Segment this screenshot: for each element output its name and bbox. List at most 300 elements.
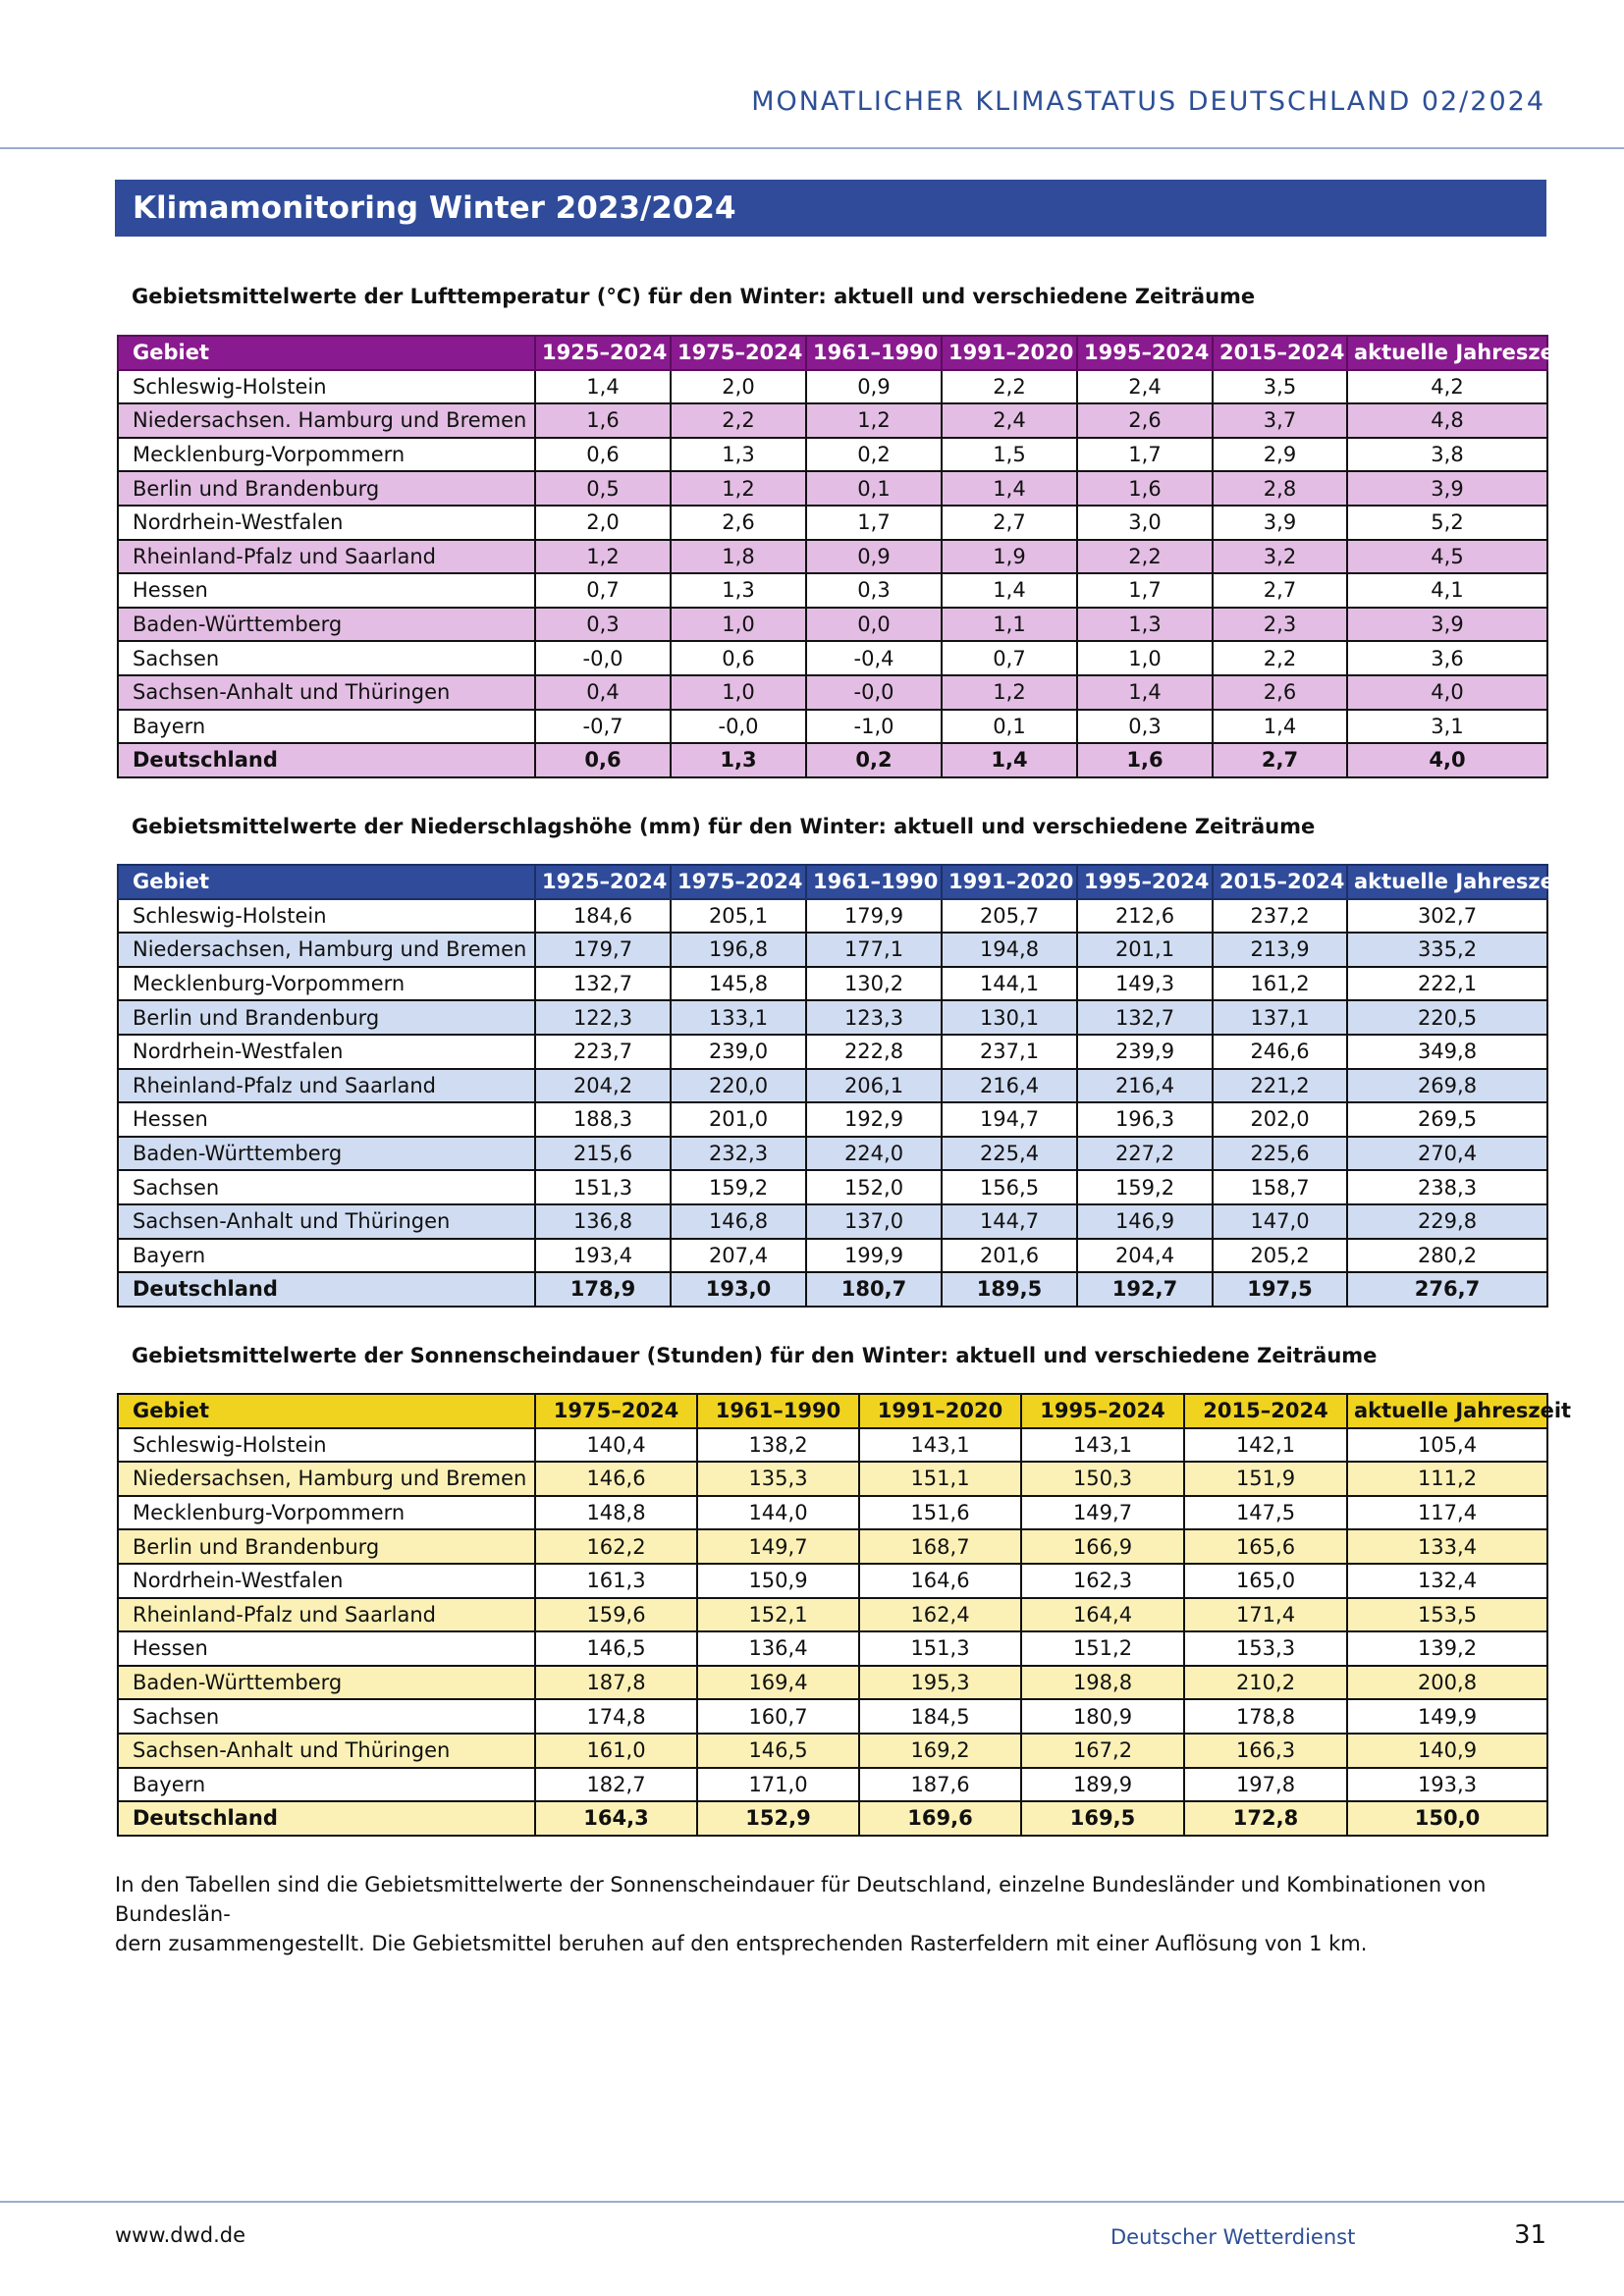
value-cell: 205,7 [942,899,1077,934]
column-header: 1975–2024 [671,336,806,370]
value-cell: 4,5 [1347,540,1547,574]
value-cell: 3,8 [1347,438,1547,472]
table-row [118,1102,1547,1137]
value-cell: 1,6 [535,403,671,438]
value-cell: 201,1 [1077,933,1213,967]
value-cell: 133,1 [671,1000,806,1035]
value-cell: 151,9 [1184,1462,1347,1496]
value-cell: 153,5 [1347,1598,1547,1632]
value-cell: 197,8 [1184,1768,1347,1802]
value-cell: 193,4 [535,1239,671,1273]
value-cell: 202,0 [1213,1102,1347,1137]
value-cell: 1,2 [806,403,942,438]
column-header: 1991–2020 [942,336,1077,370]
value-cell: 2,0 [671,370,806,404]
table-row [118,1035,1547,1069]
region-cell: Rheinland-Pfalz und Saarland [118,540,535,574]
value-cell: 169,5 [1021,1801,1184,1836]
table-row [118,438,1547,472]
value-cell: 0,6 [535,743,671,777]
value-cell: 152,9 [697,1801,859,1836]
value-cell: 143,1 [1021,1428,1184,1463]
value-cell: 148,8 [535,1496,697,1530]
value-cell: 146,5 [697,1734,859,1768]
value-cell: 151,1 [859,1462,1021,1496]
table-row [118,1069,1547,1103]
value-cell: 222,1 [1347,967,1547,1001]
value-cell: 130,2 [806,967,942,1001]
table-row [118,370,1547,404]
table-row [118,1699,1547,1734]
column-header: aktuelle Jahreszeit [1347,1394,1547,1428]
column-header: 1925–2024 [535,336,671,370]
column-header: aktuelle Jahreszeit [1347,336,1547,370]
table-row [118,1529,1547,1564]
table-row [118,573,1547,608]
value-cell: 150,3 [1021,1462,1184,1496]
value-cell: 205,2 [1213,1239,1347,1273]
region-cell: Deutschland [118,1801,535,1836]
value-cell: 229,8 [1347,1204,1547,1239]
value-cell: 199,9 [806,1239,942,1273]
table-row [118,1768,1547,1802]
region-cell: Schleswig-Holstein [118,1428,535,1463]
value-cell: -0,7 [535,710,671,744]
value-cell: 0,3 [1077,710,1213,744]
value-cell: 144,1 [942,967,1077,1001]
value-cell: 164,4 [1021,1598,1184,1632]
region-cell: Rheinland-Pfalz und Saarland [118,1598,535,1632]
value-cell: 132,4 [1347,1564,1547,1598]
value-cell: 1,6 [1077,743,1213,777]
value-cell: 147,5 [1184,1496,1347,1530]
table-row [118,471,1547,506]
table-row [118,899,1547,934]
value-cell: 216,4 [942,1069,1077,1103]
region-cell: Deutschland [118,743,535,777]
precipitation-table [117,864,1572,1308]
value-cell: 1,2 [535,540,671,574]
value-cell: 149,3 [1077,967,1213,1001]
value-cell: 0,1 [942,710,1077,744]
value-cell: 223,7 [535,1035,671,1069]
value-cell: 160,7 [697,1699,859,1734]
value-cell: 169,4 [697,1666,859,1700]
value-cell: 1,7 [806,506,942,540]
footer-website-link[interactable]: www.dwd.de [115,2223,246,2247]
region-cell: Bayern [118,1239,535,1273]
value-cell: 212,6 [1077,899,1213,934]
column-header: 1961–1990 [806,336,942,370]
value-cell: 220,0 [671,1069,806,1103]
value-cell: 192,9 [806,1102,942,1137]
value-cell: 1,2 [671,471,806,506]
value-cell: 147,0 [1213,1204,1347,1239]
value-cell: 1,3 [671,743,806,777]
value-cell: 111,2 [1347,1462,1547,1496]
value-cell: 0,6 [535,438,671,472]
table-header-row [118,1394,1547,1428]
table-row [118,1496,1547,1530]
value-cell: 0,1 [806,471,942,506]
footnote-line-2: dern zusammengestellt. Die Gebietsmittel beruhen auf den entsprechenden Rasterfeldern mit einer Auflösung von 1 km. [115,1932,1368,1955]
value-cell: 142,1 [1184,1428,1347,1463]
value-cell: 161,2 [1213,967,1347,1001]
total-row [118,743,1547,777]
region-cell: Mecklenburg-Vorpommern [118,1496,535,1530]
value-cell: 201,0 [671,1102,806,1137]
value-cell: 206,1 [806,1069,942,1103]
value-cell: 196,8 [671,933,806,967]
value-cell: 3,9 [1347,471,1547,506]
value-cell: 151,3 [859,1631,1021,1666]
value-cell: 239,0 [671,1035,806,1069]
value-cell: 135,3 [697,1462,859,1496]
footnote [115,1870,1548,1958]
table-header-row [118,336,1547,370]
value-cell: 0,2 [806,438,942,472]
value-cell: 204,2 [535,1069,671,1103]
value-cell: 201,6 [942,1239,1077,1273]
value-cell: 0,3 [535,608,671,642]
column-header: 1991–2020 [859,1394,1021,1428]
value-cell: 143,1 [859,1428,1021,1463]
value-cell: 169,2 [859,1734,1021,1768]
value-cell: 162,4 [859,1598,1021,1632]
value-cell: -0,0 [671,710,806,744]
region-cell: Baden-Württemberg [118,1137,535,1171]
value-cell: 194,7 [942,1102,1077,1137]
region-cell: Mecklenburg-Vorpommern [118,438,535,472]
value-cell: 224,0 [806,1137,942,1171]
value-cell: 3,5 [1213,370,1347,404]
value-cell: 220,5 [1347,1000,1547,1035]
value-cell: 169,6 [859,1801,1021,1836]
value-cell: 193,3 [1347,1768,1547,1802]
region-cell: Hessen [118,1631,535,1666]
region-cell: Schleswig-Holstein [118,899,535,934]
footer-divider [0,2201,1624,2203]
region-cell: Niedersachsen, Hamburg und Bremen [118,933,535,967]
total-row [118,1272,1547,1307]
value-cell: 1,3 [671,438,806,472]
value-cell: 150,0 [1347,1801,1547,1836]
table-row [118,1137,1547,1171]
value-cell: 213,9 [1213,933,1347,967]
page-header [0,0,1624,149]
table-row [118,1598,1547,1632]
value-cell: 168,7 [859,1529,1021,1564]
value-cell: 237,1 [942,1035,1077,1069]
column-header: Gebiet [118,336,535,370]
value-cell: 1,7 [1077,438,1213,472]
value-cell: 159,2 [671,1170,806,1204]
column-header: 2015–2024 [1213,865,1347,899]
value-cell: 270,4 [1347,1137,1547,1171]
value-cell: 3,2 [1213,540,1347,574]
value-cell: 149,7 [697,1529,859,1564]
column-header: 1961–1990 [806,865,942,899]
value-cell: 3,1 [1347,710,1547,744]
region-cell: Hessen [118,573,535,608]
value-cell: 0,4 [535,675,671,710]
value-cell: 3,9 [1213,506,1347,540]
value-cell: 158,7 [1213,1170,1347,1204]
value-cell: 193,0 [671,1272,806,1307]
table-row [118,1666,1547,1700]
value-cell: 0,7 [942,641,1077,675]
value-cell: 1,6 [1077,471,1213,506]
value-cell: 123,3 [806,1000,942,1035]
region-cell: Bayern [118,1768,535,1802]
value-cell: 1,4 [942,573,1077,608]
value-cell: 0,9 [806,540,942,574]
report-title: MONATLICHER KLIMASTATUS DEUTSCHLAND 02/2024 [751,86,1545,117]
value-cell: 2,7 [1213,573,1347,608]
section-banner: Klimamonitoring Winter 2023/2024 [115,180,1546,237]
temperature-table [117,335,1572,778]
value-cell: 132,7 [535,967,671,1001]
value-cell: 1,5 [942,438,1077,472]
value-cell: 2,0 [535,506,671,540]
column-header: 2015–2024 [1184,1394,1347,1428]
value-cell: 150,9 [697,1564,859,1598]
value-cell: 4,1 [1347,573,1547,608]
sunshine-table [117,1393,1572,1837]
sunshine-caption: Gebietsmittelwerte der Sonnenscheindauer (Stunden) für den Winter: aktuell und verschiedene Zeiträume [132,1344,1378,1367]
region-cell: Hessen [118,1102,535,1137]
value-cell: 1,2 [942,675,1077,710]
value-cell: 246,6 [1213,1035,1347,1069]
column-header: 1991–2020 [942,865,1077,899]
value-cell: 335,2 [1347,933,1547,967]
value-cell: 162,3 [1021,1564,1184,1598]
value-cell: 130,1 [942,1000,1077,1035]
value-cell: 5,2 [1347,506,1547,540]
value-cell: 137,0 [806,1204,942,1239]
value-cell: 189,5 [942,1272,1077,1307]
table-row [118,967,1547,1001]
value-cell: 232,3 [671,1137,806,1171]
value-cell: 174,8 [535,1699,697,1734]
value-cell: 1,4 [942,471,1077,506]
value-cell: 227,2 [1077,1137,1213,1171]
value-cell: 197,5 [1213,1272,1347,1307]
value-cell: 2,8 [1213,471,1347,506]
region-cell: Sachsen [118,1170,535,1204]
value-cell: 162,2 [535,1529,697,1564]
table-row [118,1734,1547,1768]
value-cell: 187,8 [535,1666,697,1700]
value-cell: 276,7 [1347,1272,1547,1307]
value-cell: 2,3 [1213,608,1347,642]
region-cell: Sachsen-Anhalt und Thüringen [118,1204,535,1239]
region-cell: Berlin und Brandenburg [118,1000,535,1035]
precipitation-caption: Gebietsmittelwerte der Niederschlagshöhe (mm) für den Winter: aktuell und verschiedene Zeiträume [132,815,1316,838]
value-cell: 152,1 [697,1598,859,1632]
value-cell: 151,6 [859,1496,1021,1530]
value-cell: 1,3 [1077,608,1213,642]
value-cell: 2,4 [1077,370,1213,404]
value-cell: 2,6 [1213,675,1347,710]
value-cell: 1,0 [671,675,806,710]
value-cell: 4,8 [1347,403,1547,438]
value-cell: 139,2 [1347,1631,1547,1666]
value-cell: 167,2 [1021,1734,1184,1768]
value-cell: 149,7 [1021,1496,1184,1530]
value-cell: 188,3 [535,1102,671,1137]
region-cell: Bayern [118,710,535,744]
value-cell: 171,4 [1184,1598,1347,1632]
value-cell: 159,2 [1077,1170,1213,1204]
value-cell: 1,4 [535,370,671,404]
value-cell: 210,2 [1184,1666,1347,1700]
value-cell: 269,5 [1347,1102,1547,1137]
value-cell: 144,0 [697,1496,859,1530]
value-cell: 1,4 [1213,710,1347,744]
value-cell: 2,2 [1077,540,1213,574]
value-cell: 180,7 [806,1272,942,1307]
column-header: 1995–2024 [1021,1394,1184,1428]
table-row [118,710,1547,744]
value-cell: 161,3 [535,1564,697,1598]
value-cell: 172,8 [1184,1801,1347,1836]
region-cell: Berlin und Brandenburg [118,1529,535,1564]
value-cell: -0,0 [535,641,671,675]
value-cell: 184,5 [859,1699,1021,1734]
region-cell: Nordrhein-Westfalen [118,1035,535,1069]
region-cell: Niedersachsen, Hamburg und Bremen [118,1462,535,1496]
table-row [118,1204,1547,1239]
value-cell: 221,2 [1213,1069,1347,1103]
value-cell: 204,4 [1077,1239,1213,1273]
value-cell: 177,1 [806,933,942,967]
page-number: 31 [1514,2220,1547,2250]
column-header: 1975–2024 [671,865,806,899]
region-cell: Nordrhein-Westfalen [118,506,535,540]
value-cell: 2,2 [1213,641,1347,675]
value-cell: 195,3 [859,1666,1021,1700]
value-cell: 4,0 [1347,743,1547,777]
value-cell: -0,4 [806,641,942,675]
value-cell: 280,2 [1347,1239,1547,1273]
table-row [118,506,1547,540]
column-header: 1961–1990 [697,1394,859,1428]
value-cell: 149,9 [1347,1699,1547,1734]
region-cell: Nordrhein-Westfalen [118,1564,535,1598]
region-cell: Mecklenburg-Vorpommern [118,967,535,1001]
table-row [118,1000,1547,1035]
value-cell: 0,7 [535,573,671,608]
column-header: 2015–2024 [1213,336,1347,370]
value-cell: 2,2 [671,403,806,438]
table-row [118,641,1547,675]
value-cell: 216,4 [1077,1069,1213,1103]
value-cell: 184,6 [535,899,671,934]
column-header: 1995–2024 [1077,865,1213,899]
value-cell: 192,7 [1077,1272,1213,1307]
region-cell: Baden-Württemberg [118,608,535,642]
value-cell: 166,9 [1021,1529,1184,1564]
value-cell: 165,0 [1184,1564,1347,1598]
value-cell: 133,4 [1347,1529,1547,1564]
value-cell: 0,9 [806,370,942,404]
value-cell: 1,4 [1077,675,1213,710]
value-cell: 205,1 [671,899,806,934]
column-header: Gebiet [118,865,535,899]
value-cell: 182,7 [535,1768,697,1802]
value-cell: 122,3 [535,1000,671,1035]
value-cell: 136,4 [697,1631,859,1666]
value-cell: 238,3 [1347,1170,1547,1204]
value-cell: 187,6 [859,1768,1021,1802]
table-row [118,1564,1547,1598]
table-row [118,403,1547,438]
value-cell: 2,9 [1213,438,1347,472]
value-cell: 2,6 [1077,403,1213,438]
value-cell: 225,4 [942,1137,1077,1171]
table-header-row [118,865,1547,899]
value-cell: 152,0 [806,1170,942,1204]
column-header: 1975–2024 [535,1394,697,1428]
value-cell: 0,6 [671,641,806,675]
column-header: aktuelle Jahreszeit [1347,865,1547,899]
value-cell: 146,8 [671,1204,806,1239]
table-row [118,1239,1547,1273]
value-cell: 171,0 [697,1768,859,1802]
value-cell: 156,5 [942,1170,1077,1204]
region-cell: Rheinland-Pfalz und Saarland [118,1069,535,1103]
value-cell: 138,2 [697,1428,859,1463]
table-row [118,1170,1547,1204]
value-cell: 0,5 [535,471,671,506]
column-header: 1995–2024 [1077,336,1213,370]
value-cell: 1,1 [942,608,1077,642]
value-cell: 215,6 [535,1137,671,1171]
region-cell: Berlin und Brandenburg [118,471,535,506]
table-row [118,933,1547,967]
value-cell: 4,0 [1347,675,1547,710]
column-header: 1925–2024 [535,865,671,899]
region-cell: Sachsen-Anhalt und Thüringen [118,675,535,710]
value-cell: 161,0 [535,1734,697,1768]
value-cell: 1,8 [671,540,806,574]
value-cell: 1,4 [942,743,1077,777]
table-row [118,1428,1547,1463]
value-cell: 2,4 [942,403,1077,438]
value-cell: 189,9 [1021,1768,1184,1802]
value-cell: 269,8 [1347,1069,1547,1103]
total-row [118,1801,1547,1836]
value-cell: -1,0 [806,710,942,744]
value-cell: 165,6 [1184,1529,1347,1564]
value-cell: 146,9 [1077,1204,1213,1239]
value-cell: 194,8 [942,933,1077,967]
value-cell: 1,0 [671,608,806,642]
value-cell: -0,0 [806,675,942,710]
value-cell: 207,4 [671,1239,806,1273]
value-cell: 1,3 [671,573,806,608]
region-cell: Deutschland [118,1272,535,1307]
value-cell: 137,1 [1213,1000,1347,1035]
value-cell: 146,5 [535,1631,697,1666]
value-cell: 1,9 [942,540,1077,574]
region-cell: Sachsen [118,1699,535,1734]
value-cell: 178,9 [535,1272,671,1307]
value-cell: 117,4 [1347,1496,1547,1530]
value-cell: 302,7 [1347,899,1547,934]
value-cell: 146,6 [535,1462,697,1496]
